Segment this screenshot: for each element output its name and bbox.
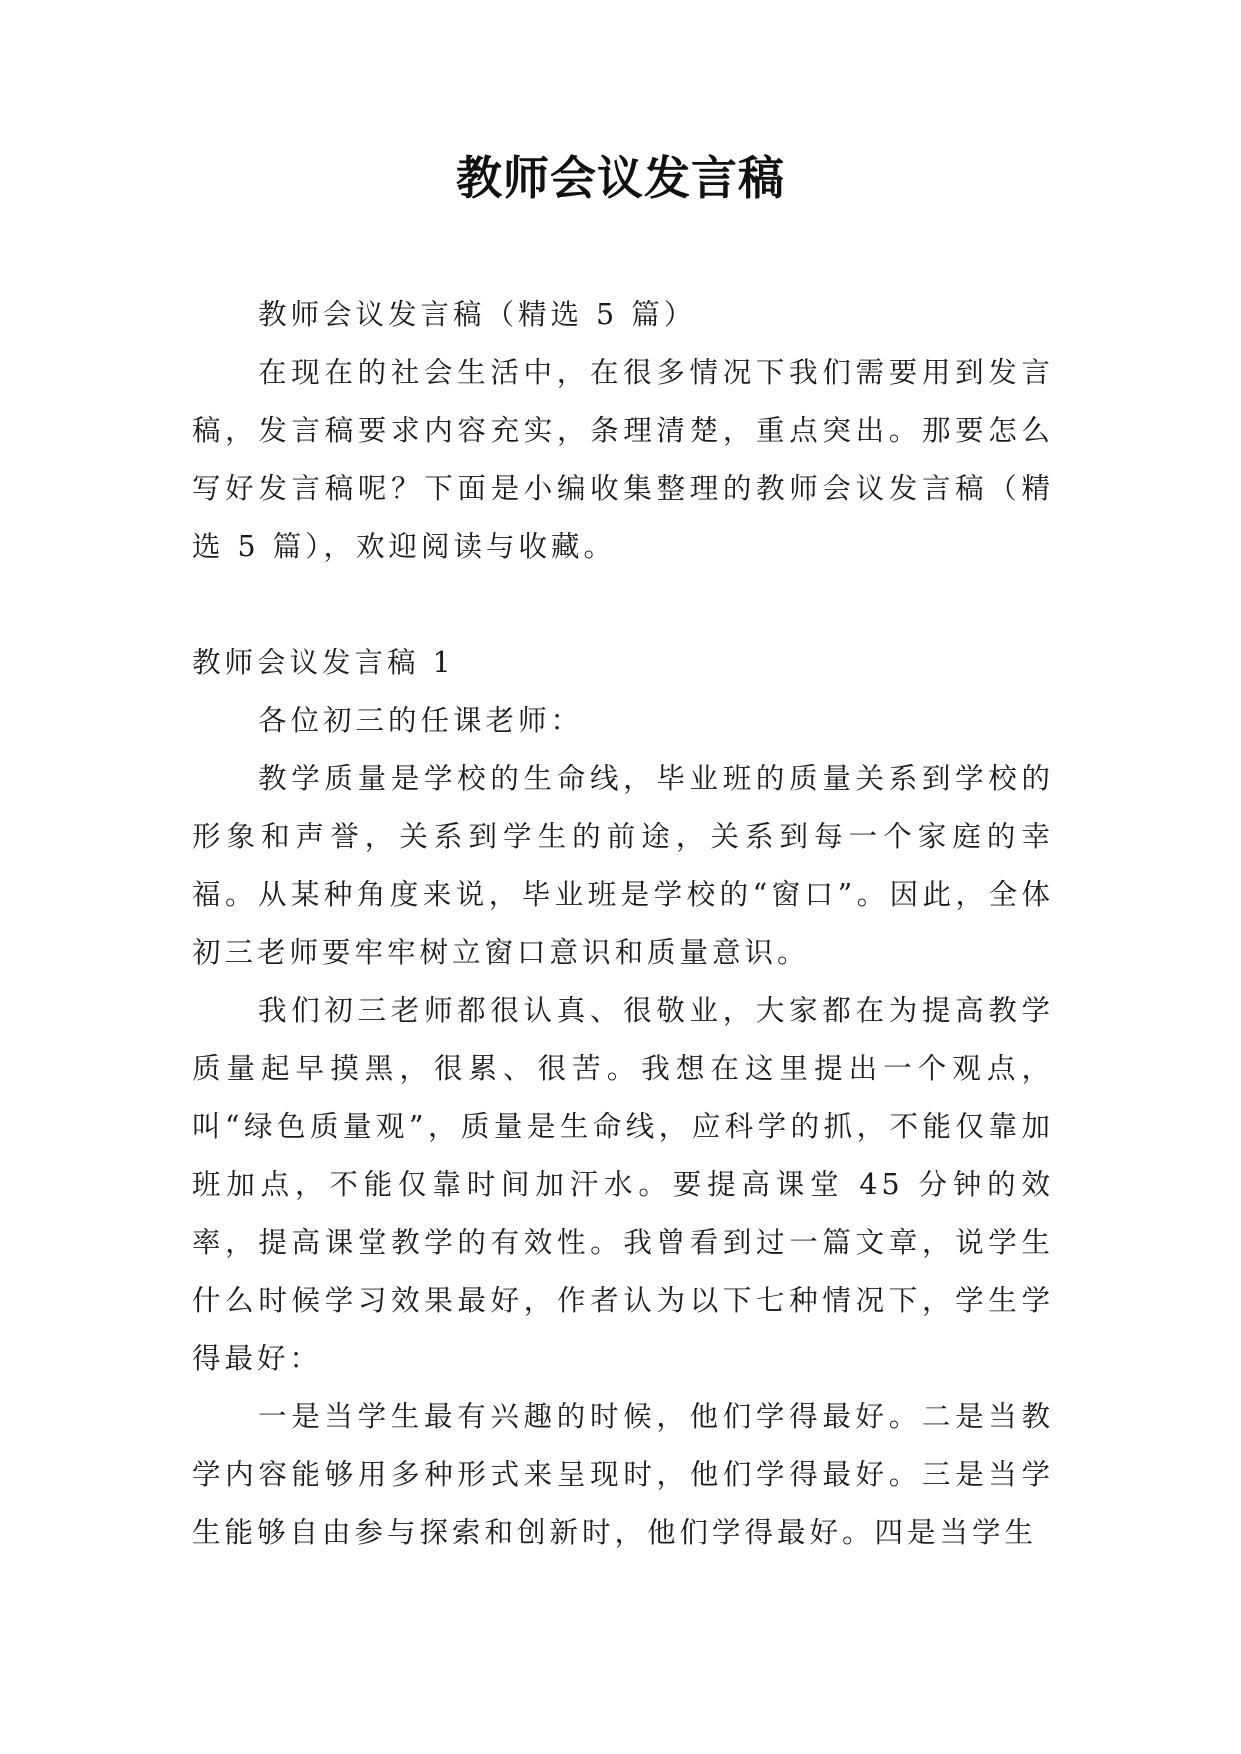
body-paragraph: 教学质量是学校的生命线，毕业班的质量关系到学校的形象和声誉，关系到学生的前途，关系到每一个家庭的幸福。从某种角度来说，毕业班是学校的“窗口”。因此，全体初三老师要牢牢树立窗口意识和质量意识。 <box>192 762 1054 969</box>
document-subtitle: 教师会议发言稿（精选 5 篇） <box>258 298 697 331</box>
paragraph-gap <box>192 576 1054 634</box>
section-heading: 教师会议发言稿 1 <box>192 646 455 679</box>
document-body <box>192 286 1054 1562</box>
body-paragraph: 一是当学生最有兴趣的时候，他们学得最好。二是当教学内容能够用多种形式来呈现时，他们学得最好。三是当学生能够自由参与探索和创新时，他们学得最好。四是当学生 <box>192 1400 1054 1549</box>
salutation: 各位初三的任课老师： <box>258 704 584 737</box>
body-paragraph: 我们初三老师都很认真、很敬业，大家都在为提高教学质量起早摸黑，很累、很苦。我想在这里提出一个观点，叫“绿色质量观”，质量是生命线，应科学的抓，不能仅靠加班加点，不能仅靠时间加汗水。要提高课堂 45 分钟的效率，提高课堂教学的有效性。我曾看到过一篇文章，说学生什么时候学习效果最好，作者认为以下七种情况下，学生学得最好： <box>192 994 1054 1375</box>
intro-paragraph: 在现在的社会生活中，在很多情况下我们需要用到发言稿，发言稿要求内容充实，条理清楚，重点突出。那要怎么写好发言稿呢？下面是小编收集整理的教师会议发言稿（精选 5 篇），欢迎阅读与收藏。 <box>192 356 1054 563</box>
document-title: 教师会议发言稿 <box>456 151 785 205</box>
